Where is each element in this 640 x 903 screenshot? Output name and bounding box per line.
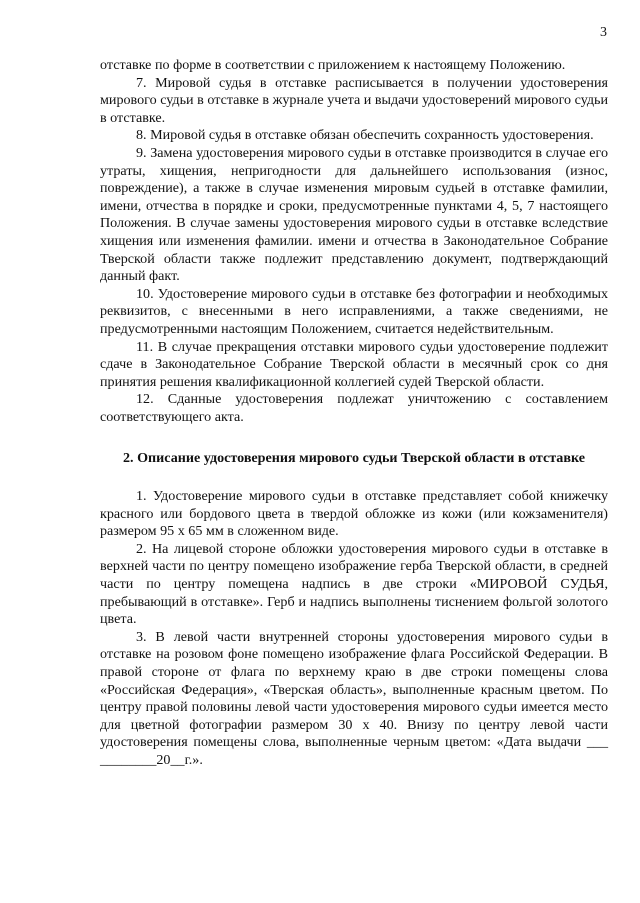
document-body [100,57,608,770]
section-paragraph-1: 1. Удостоверение мирового судьи в отставке представляет собой книжечку красного или бордового цвета в твердой обложке из кожи (или кожзаменителя) размером 95 х 65 мм в сложенном виде. [100,488,608,540]
paragraph-item-11: 11. В случае прекращения отставки мирового судьи удостоверение подлежит сдаче в Законодательное Собрание Тверской области в месячный срок со дня принятия решения квалификационной коллегией судей Тверской области. [100,338,608,390]
section-paragraph-3: 3. В левой части внутренней стороны удостоверения мирового судьи в отставке на розовом фоне помещено изображение флага Российской Федерации. В правой стороне от флага по верхнему краю в две строки помещены слова «Российская Федерация», «Тверская область», выполненные красным цветом. По центру правой половины левой части удостоверения мирового судьи имеется место для цветной фотографии размером 30 х 40. Внизу по центру левой части удостоверения помещены слова, выполненные черным цветом: «Дата выдачи ___ ________20__г.». [100,628,608,768]
paragraph-item-12: 12. Сданные удостоверения подлежат уничтожению с составлением соответствующего акта. [100,391,608,425]
section-paragraph-2: 2. На лицевой стороне обложки удостоверения мирового судьи в отставке в верхней части по центру помещено изображение герба Тверской области, в средней части по центру помещена надпись в две строки «МИРОВОЙ СУДЬЯ, пребывающий в отставке». Герб и надпись выполнены тиснением фольгой золотого цвета. [100,540,608,628]
page-number: 3 [600,25,607,40]
paragraph-item-7: 7. Мировой судья в отставке расписывается в получении удостоверения мирового судьи в отставке в журнале учета и выдачи удостоверений мирового судьи в отставке. [100,74,608,126]
paragraph-item-10: 10. Удостоверение мирового судьи в отставке без фотографии и необходимых реквизитов, с внесенными в него исправлениями, а также сведениями, не предусмотренными настоящим Положением, считается недействительным. [100,285,608,337]
paragraph-item-9: 9. Замена удостоверения мирового судьи в отставке производится в случае его утраты, хищения, непригодности для дальнейшего использования (износ, повреждение), а также в случае изменения мировым судьей в отставке фамилии, имени, отчества в порядке и сроки, предусмотренные пунктами 4, 5, 7 настоящего Положения. В случае замены удостоверения мирового судьи в отставке вследствие хищения или изменения фамилии. имени и отчества в Законодательное Собрание Тверской области также подлежит представлению документ, подтверждающий данный факт. [100,144,608,285]
paragraph-item-8: 8. Мировой судья в отставке обязан обеспечить сохранность удостоверения. [136,127,594,144]
section-title: 2. Описание удостоверения мирового судьи Тверской области в отставке [123,450,585,467]
paragraph-continuation: отставке по форме в соответствии с приложением к настоящему Положению. [100,57,566,73]
